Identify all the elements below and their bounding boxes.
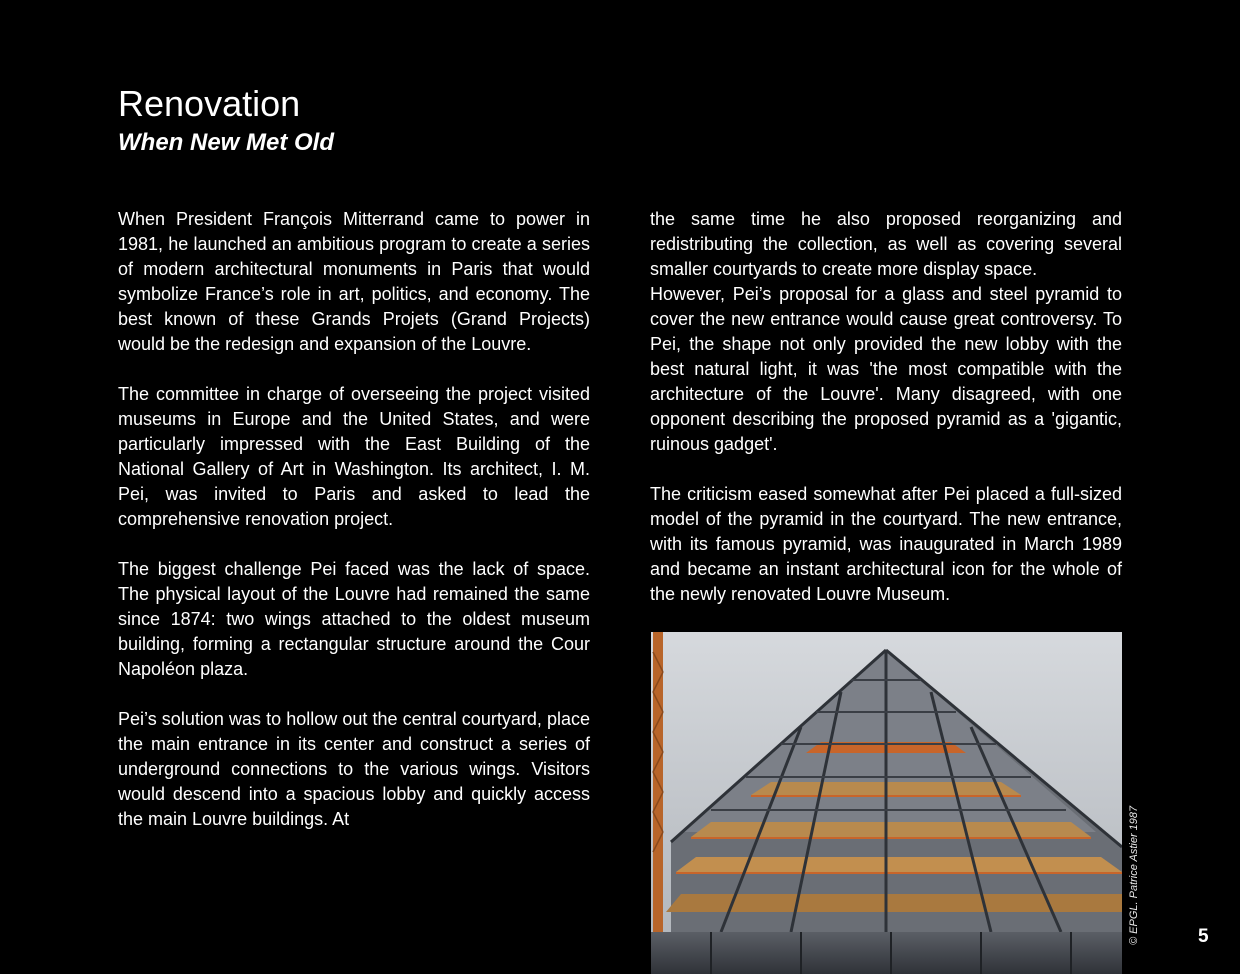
paragraph-criticism: The criticism eased somewhat after Pei placed a full-sized model of the pyramid in the courtyard. The new entrance, with its famous pyramid, was inaugurated in March 1989 and became an instant architectural icon for the whole of the newly renovated Louvre Museum.	[650, 484, 1122, 604]
page-title: Renovation	[118, 83, 301, 124]
left-text-column	[118, 207, 590, 832]
pyramid-construction-photo	[651, 632, 1122, 974]
page-subtitle: When New Met Old	[118, 129, 334, 156]
right-text-column	[650, 207, 1122, 607]
paragraph-committee: The committee in charge of overseeing the project visited museums in Europe and the United States, and were particularly impressed with the East Building of the National Gallery of Art in Washington. Its architect, I. M. Pei, was invited to Paris and asked to lead the comprehensive renovation project.	[118, 384, 590, 529]
paragraph-mitterrand: When President François Mitterrand came to power in 1981, he launched an ambitious program to create a series of modern architectural monuments in Paris that would symbolize France’s role in art, politics, and economy. The best known of these Grands Projets (Grand Projects) would be the redesign and expansion of the Louvre.	[118, 209, 590, 354]
paragraph-challenge: The biggest challenge Pei faced was the lack of space. The physical layout of the Louvre had remained the same since 1874: two wings attached to the oldest museum building, forming a rectangular structure around the Cour Napoléon plaza.	[118, 559, 590, 679]
paragraph-controversy: However, Pei’s proposal for a glass and steel pyramid to cover the new entrance would cause great controversy. To Pei, the shape not only provided the new lobby with the best natural light, it was 'the most compatible with the architecture of the Louvre'. Many disagreed, with one opponent describing the proposed pyramid as a 'gigantic, ruinous gadget'.	[650, 284, 1122, 454]
page-number: 5	[1198, 926, 1209, 947]
photo-credit: © EPGL. Patrice Astier 1987	[1128, 805, 1140, 945]
paragraph-solution: Pei’s solution was to hollow out the central courtyard, place the main entrance in its center and construct a series of underground connections to the various wings. Visitors would descend into a spacious lobby and quickly access the main Louvre buildings. At	[118, 709, 590, 829]
pyramid-construction-illustration	[651, 632, 1122, 974]
paragraph-reorganizing: the same time he also proposed reorganizing and redistributing the collection, as well as covering several smaller courtyards to create more display space.	[650, 209, 1122, 279]
